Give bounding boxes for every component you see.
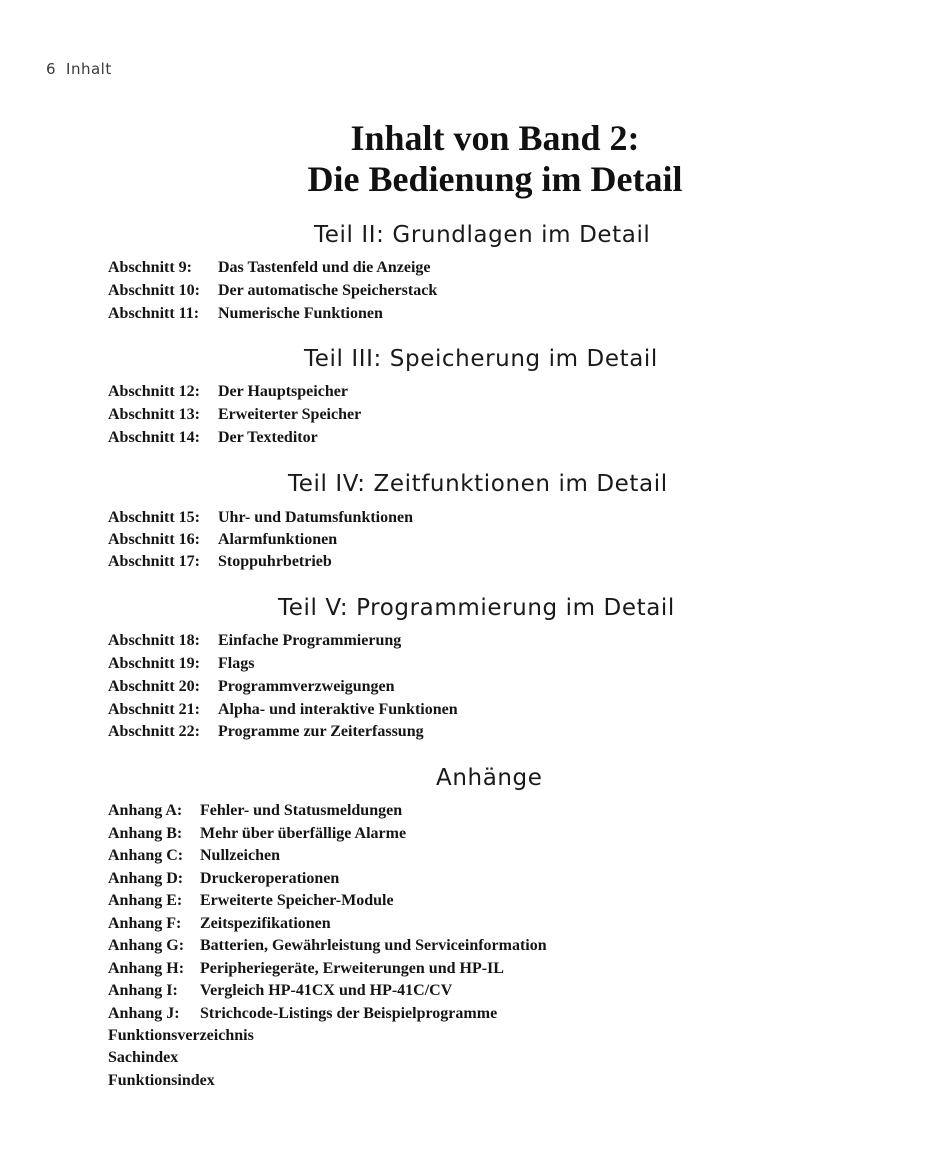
title-line-2: Die Bedienung im Detail — [307, 159, 683, 199]
page-number: 6 — [46, 60, 57, 78]
entry-title: Programmverzweigungen — [218, 678, 395, 695]
toc-entry — [108, 981, 452, 1001]
entry-title: Vergleich HP-41CX und HP-41C/CV — [200, 982, 453, 999]
index-entry-subject: Sachindex — [108, 1049, 179, 1066]
toc-entry — [108, 936, 547, 956]
entry-title: Nullzeichen — [200, 847, 280, 864]
entry-label: Abschnitt 21: — [108, 701, 201, 718]
entry-label: Anhang I: — [108, 982, 178, 999]
entry-title: Der Hauptspeicher — [218, 383, 348, 400]
entry-title: Strichcode-Listings der Beispielprogramme — [200, 1005, 498, 1022]
entry-title: Mehr über überfällige Alarme — [200, 825, 407, 842]
entry-label: Anhang F: — [108, 915, 182, 932]
entry-label: Anhang J: — [108, 1005, 180, 1022]
toc-entry — [108, 801, 402, 821]
index-entry-functions: Funktionsindex — [108, 1072, 215, 1089]
toc-entry — [108, 654, 254, 674]
entry-title: Der automatische Speicherstack — [218, 282, 438, 299]
entry-label: Abschnitt 17: — [108, 553, 201, 570]
part-heading-4: Teil IV: Zeitfunktionen im Detail — [288, 471, 668, 497]
entry-title: Erweiterte Speicher-Module — [200, 892, 394, 909]
entry-label: Abschnitt 9: — [108, 259, 193, 276]
entry-label: Anhang B: — [108, 825, 183, 842]
entry-label: Anhang A: — [108, 802, 183, 819]
part-heading-3: Teil III: Speicherung im Detail — [304, 346, 658, 372]
page-header — [46, 60, 112, 78]
entry-label: Abschnitt 18: — [108, 632, 201, 649]
toc-entry — [108, 700, 458, 720]
toc-entry — [108, 382, 348, 402]
toc-entry — [108, 508, 413, 528]
toc-entry — [108, 869, 339, 889]
entry-label: Abschnitt 16: — [108, 531, 201, 548]
entry-title: Programme zur Zeiterfassung — [218, 723, 424, 740]
entry-title: Alarmfunktionen — [218, 531, 338, 548]
toc-entry — [108, 846, 280, 866]
entry-title: Der Texteditor — [218, 429, 318, 446]
entry-label: Anhang E: — [108, 892, 183, 909]
appendix-heading: Anhänge — [436, 765, 543, 791]
title-line-1: Inhalt von Band 2: — [350, 118, 640, 158]
entry-title: Batterien, Gewährleistung und Serviceinformation — [200, 937, 547, 954]
entry-title: Stoppuhrbetrieb — [218, 553, 332, 570]
entry-label: Abschnitt 10: — [108, 282, 201, 299]
entry-label: Anhang H: — [108, 960, 185, 977]
entry-label: Anhang G: — [108, 937, 185, 954]
toc-entry — [108, 258, 430, 278]
toc-entry — [108, 530, 337, 550]
entry-label: Abschnitt 19: — [108, 655, 201, 672]
entry-title: Zeitspezifikationen — [200, 915, 331, 932]
toc-entry — [108, 304, 383, 324]
toc-entry — [108, 631, 401, 651]
page-title — [300, 118, 690, 200]
toc-entry — [108, 552, 332, 572]
entry-title: Fehler- und Statusmeldungen — [200, 802, 403, 819]
entry-label: Anhang C: — [108, 847, 184, 864]
toc-entry — [108, 405, 361, 425]
entry-title: Einfache Programmierung — [218, 632, 402, 649]
entry-title: Numerische Funktionen — [218, 305, 383, 322]
part-heading-5: Teil V: Programmierung im Detail — [278, 595, 675, 621]
entry-label: Abschnitt 13: — [108, 406, 201, 423]
entry-title: Uhr- und Datumsfunktionen — [218, 509, 414, 526]
entry-label: Abschnitt 14: — [108, 429, 201, 446]
entry-label: Anhang D: — [108, 870, 184, 887]
part-heading-2: Teil II: Grundlagen im Detail — [314, 222, 651, 248]
entry-title: Alpha- und interaktive Funktionen — [218, 701, 458, 718]
entry-title: Peripheriegeräte, Erweiterungen und HP-IL — [200, 960, 504, 977]
toc-entry — [108, 428, 318, 448]
header-section: Inhalt — [66, 60, 112, 78]
index-entry-functions-list: Funktionsverzeichnis — [108, 1027, 254, 1044]
entry-title: Erweiterter Speicher — [218, 406, 362, 423]
toc-entry — [108, 281, 437, 301]
entry-label: Abschnitt 12: — [108, 383, 201, 400]
entry-label: Abschnitt 20: — [108, 678, 201, 695]
entry-title: Druckeroperationen — [200, 870, 340, 887]
entry-label: Abschnitt 15: — [108, 509, 201, 526]
entry-label: Abschnitt 22: — [108, 723, 201, 740]
toc-entry — [108, 959, 504, 979]
toc-entry — [108, 824, 406, 844]
entry-title: Flags — [218, 655, 255, 672]
toc-entry — [108, 677, 395, 697]
toc-entry — [108, 1004, 497, 1024]
entry-label: Abschnitt 11: — [108, 305, 200, 322]
toc-entry — [108, 722, 424, 742]
toc-entry — [108, 891, 394, 911]
toc-entry — [108, 914, 331, 934]
entry-title: Das Tastenfeld und die Anzeige — [218, 259, 431, 276]
